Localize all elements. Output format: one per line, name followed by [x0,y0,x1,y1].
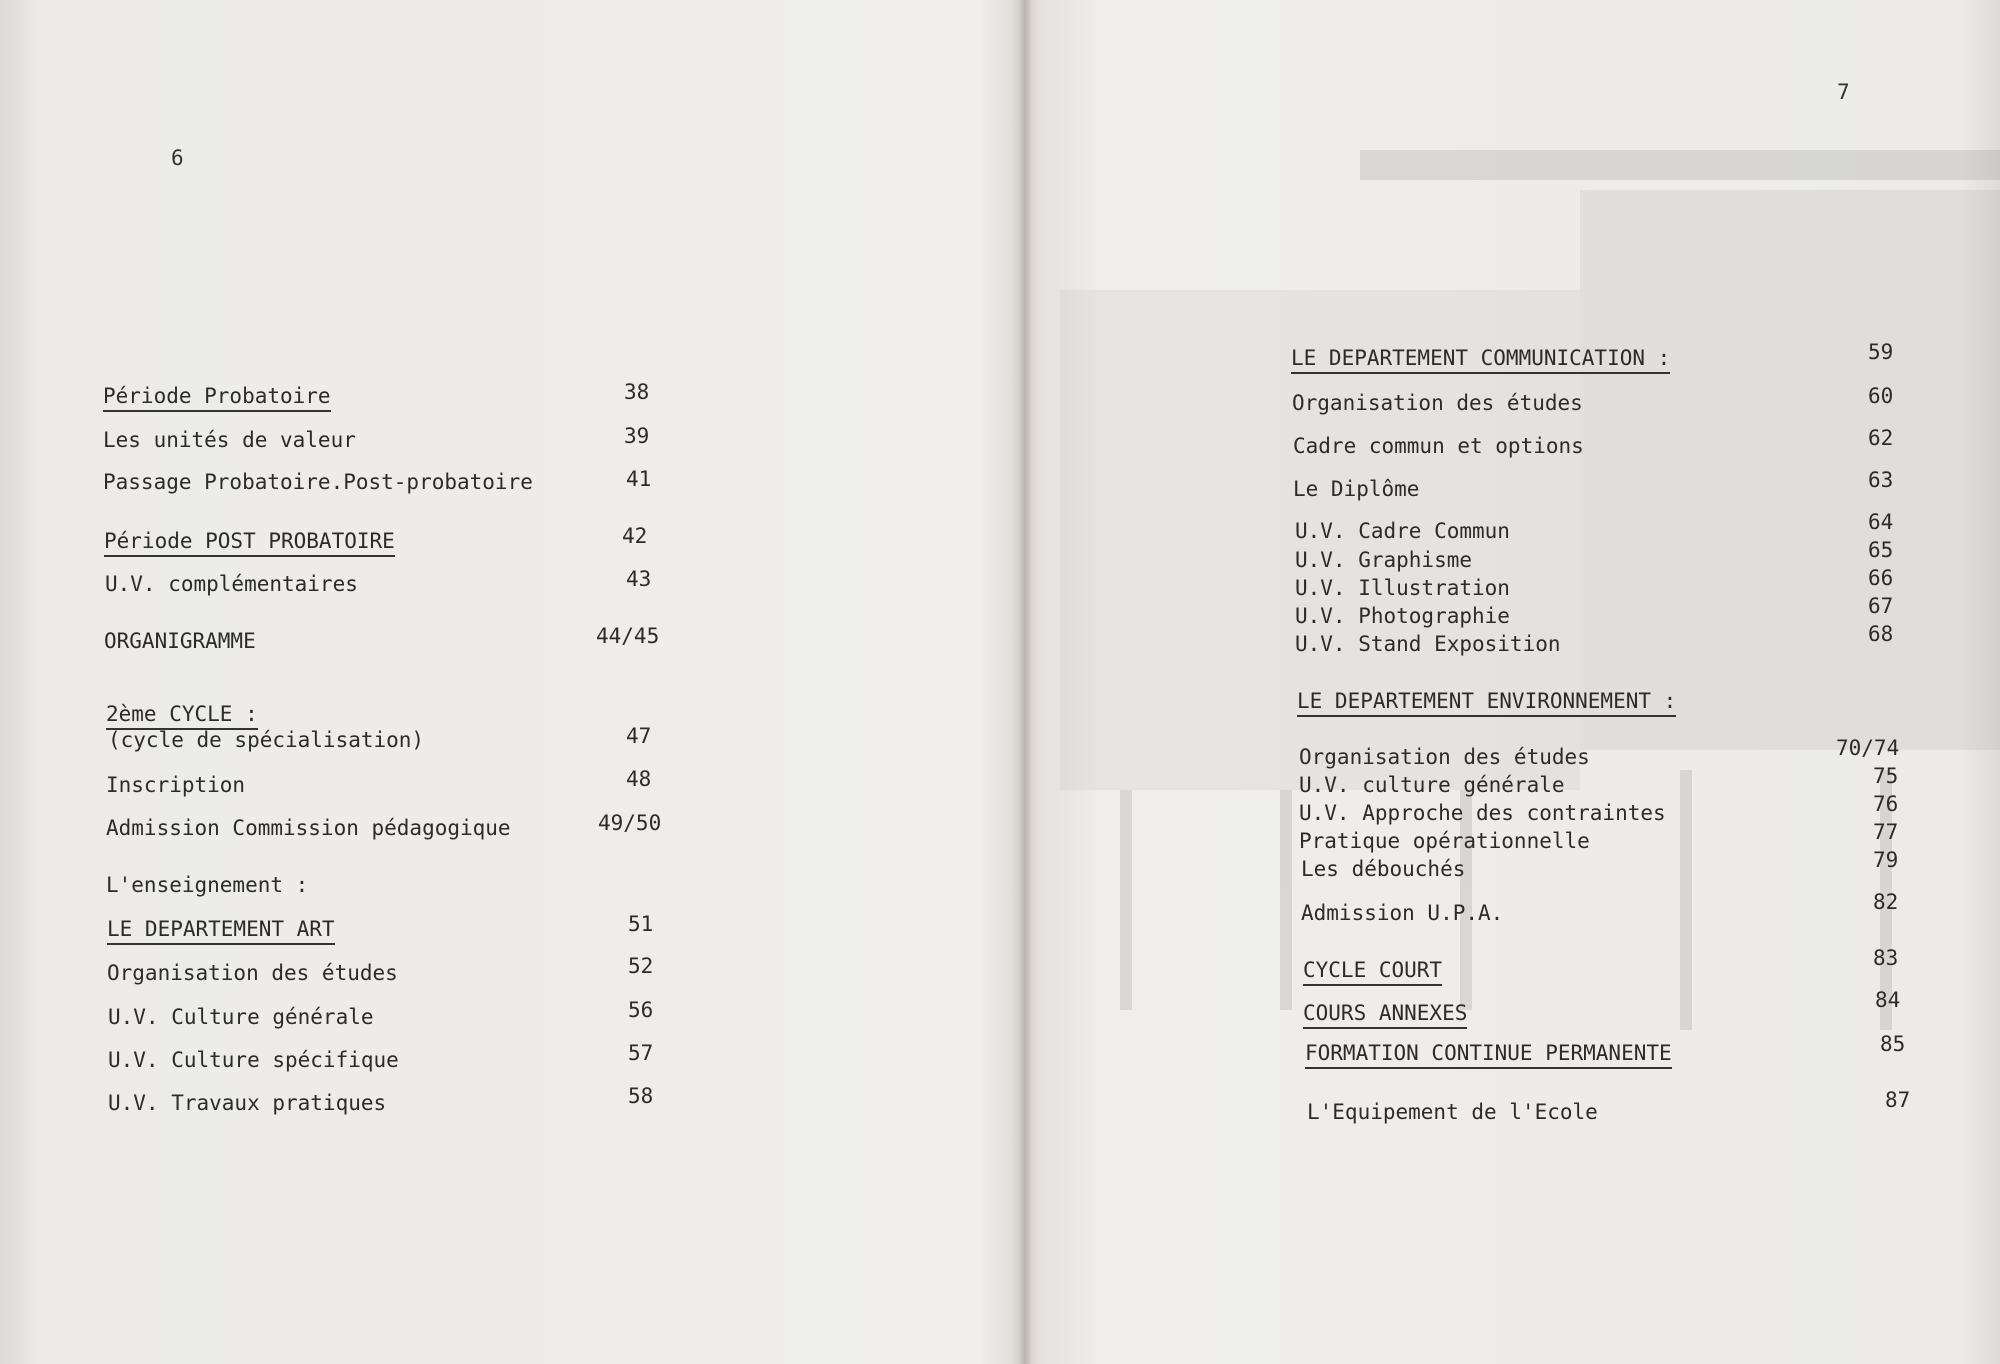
toc-page-number: 75 [1873,764,1899,788]
toc-page-number: 67 [1868,594,1894,618]
toc-page-number: 47 [626,724,652,748]
toc-entry: L'enseignement : [106,873,309,897]
toc-entry: U.V. Stand Exposition [1295,632,1561,656]
toc-entry: Organisation des études [1299,745,1590,769]
toc-page-number: 39 [624,424,650,448]
toc-page-number: 68 [1868,622,1894,646]
toc-page-number: 76 [1873,792,1899,816]
toc-entry: Admission U.P.A. [1301,901,1504,925]
toc-page-number: 56 [628,998,654,1022]
toc-heading: Période Probatoire [103,384,331,408]
toc-entry: L'Equipement de l'Ecole [1307,1100,1598,1124]
toc-entry: U.V. Travaux pratiques [108,1091,387,1115]
toc-entry: Les débouchés [1301,857,1466,881]
toc-entry: Pratique opérationnelle [1299,829,1590,853]
toc-page-number: 59 [1868,340,1894,364]
toc-page-number: 66 [1868,566,1894,590]
toc-page-number: 77 [1873,820,1899,844]
toc-page-number: 70/74 [1836,736,1900,760]
toc-page-number: 83 [1873,946,1899,970]
toc-heading: FORMATION CONTINUE PERMANENTE [1305,1041,1672,1065]
toc-heading: COURS ANNEXES [1303,1001,1467,1025]
toc-entry: U.V. Cadre Commun [1295,519,1510,543]
toc-entry: U.V. Culture spécifique [108,1048,399,1072]
toc-entry: Passage Probatoire.Post-probatoire [103,470,533,494]
toc-heading: LE DEPARTEMENT COMMUNICATION : [1291,346,1670,370]
toc-page-number: 64 [1868,510,1894,534]
toc-heading: LE DEPARTEMENT ART [107,917,335,941]
toc-heading: LE DEPARTEMENT ENVIRONNEMENT : [1297,689,1676,713]
toc-page-number: 48 [626,767,652,791]
toc-entry: (cycle de spécialisation) [108,728,425,752]
toc-page-number: 58 [628,1084,654,1108]
toc-page-number: 82 [1873,890,1899,914]
toc-page-number: 62 [1868,426,1894,450]
toc-page-number: 41 [626,467,652,491]
toc-page-number: 42 [622,524,648,548]
page-number: 6 [171,146,184,170]
toc-page-number: 38 [624,380,650,404]
toc-entry: Le Diplôme [1293,477,1420,501]
toc-entry: U.V. Approche des contraintes [1299,801,1666,825]
toc-entry: U.V. Illustration [1295,576,1510,600]
toc-heading: CYCLE COURT [1303,958,1442,982]
toc-entry: Les unités de valeur [103,428,356,452]
toc-entry: ORGANIGRAMME [104,629,256,653]
right-page [1025,0,2000,1364]
toc-entry: Cadre commun et options [1293,434,1584,458]
toc-entry: U.V. Culture générale [108,1005,374,1029]
toc-entry: Organisation des études [107,961,398,985]
toc-page-number: 43 [626,567,652,591]
toc-heading: Période POST PROBATOIRE [104,529,395,553]
toc-entry: Inscription [106,773,246,797]
toc-page-number: 87 [1885,1088,1911,1112]
toc-entry: U.V. Graphisme [1295,548,1473,572]
toc-entry: Organisation des études [1292,391,1583,415]
toc-page-number: 79 [1873,848,1899,872]
toc-page-number: 65 [1868,538,1894,562]
toc-entry: Admission Commission pédagogique [106,816,511,840]
toc-entry: U.V. culture générale [1299,773,1565,797]
toc-page-number: 57 [628,1041,654,1065]
toc-page-number: 85 [1880,1032,1906,1056]
toc-entry: U.V. complémentaires [105,572,358,596]
toc-page-number: 52 [628,954,654,978]
toc-entry: U.V. Photographie [1295,604,1510,628]
toc-page-number: 51 [628,912,654,936]
toc-page-number: 84 [1875,988,1901,1012]
toc-page-number: 49/50 [598,811,662,835]
toc-heading: 2ème CYCLE : [106,702,258,726]
toc-page-number: 63 [1868,468,1894,492]
toc-page-number: 60 [1868,384,1894,408]
toc-page-number: 44/45 [596,624,660,648]
page-number: 7 [1837,80,1850,104]
